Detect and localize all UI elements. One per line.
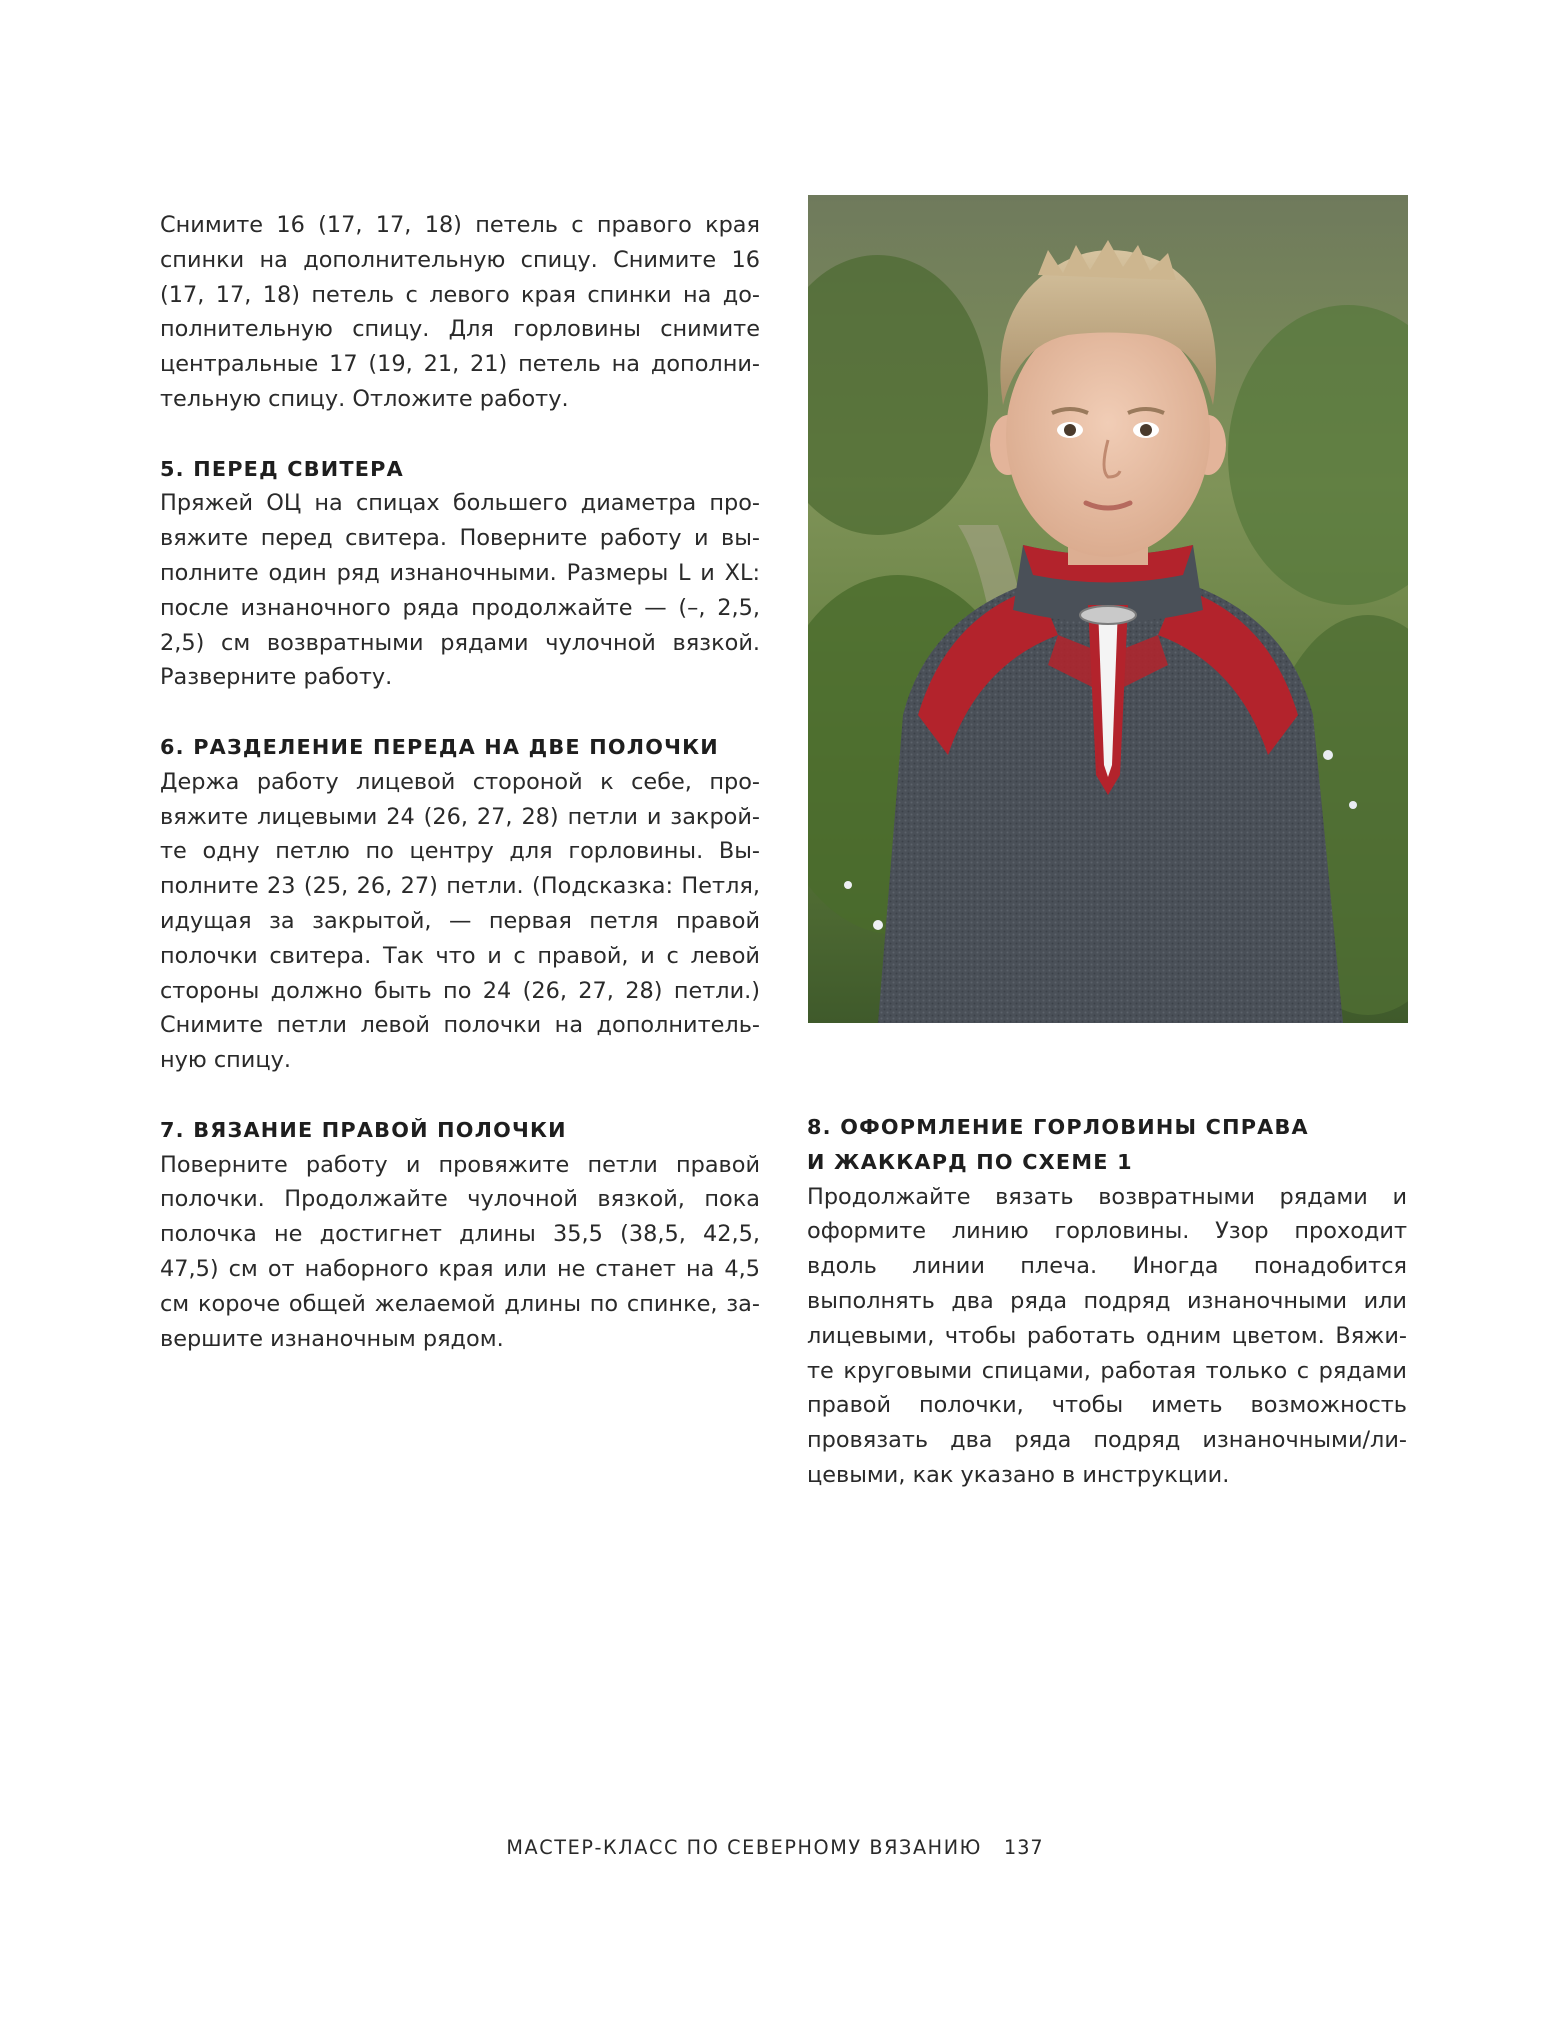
page-number: 137 — [1003, 1836, 1044, 1859]
section-8-body: Продолжайте вязать возвратными рядами и оформите линию горловины. Узор проходит вдоль линии плеча. Иногда понадобится выполнять два ряда подряд изнаночными или лицевыми, чтобы работать одним цветом. Вяжите круговыми спицами, работая только с рядами правой полочки, чтобы иметь возможность провязать два ряда подряд изнаночными/лицевыми, как указано в инструкции. — [807, 1183, 1407, 1488]
page-footer — [0, 1836, 1550, 1859]
section-6-heading: 6. РАЗДЕЛЕНИЕ ПЕРЕДА НА ДВЕ ПОЛОЧКИ — [160, 734, 719, 759]
section-7-heading: 7. ВЯЗАНИЕ ПРАВОЙ ПОЛОЧКИ — [160, 1117, 567, 1142]
section-5-heading: 5. ПЕРЕД СВИТЕРА — [160, 456, 404, 481]
right-column — [807, 1110, 1407, 1493]
section-5-body: Пряжей ОЦ на спицах большего диаметра провяжите перед свитера. Поверните работу и выполните один ряд изнаночными. Размеры L и XL: после изнаночного ряда продолжайте — (–, 2,5, 2,5) см возвратными рядами чулочной вязкой. Разверните работу. — [160, 490, 760, 691]
section-7-body: Поверните работу и провяжите петли правой полочки. Продолжайте чулочной вязкой, пока полочка не достигнет длины 35,5 (38,5, 42,5, 47,5) см от наборного края или не станет на 4,5 см короче общей желаемой длины по спинке, завершите изнаночным рядом. — [160, 1151, 760, 1352]
section-8-heading-line-2: И ЖАККАРД ПО СХЕМЕ 1 — [807, 1149, 1133, 1174]
footer-book-title: МАСТЕР-КЛАСС ПО СЕВЕРНОМУ ВЯЗАНИЮ — [506, 1836, 982, 1859]
left-column — [160, 208, 760, 1356]
intro-paragraph: Снимите 16 (17, 17, 18) петель с правого края спинки на дополнительную спицу. Снимите 16 (17, 17, 18) петель с левого края спинки на дополнительную спицу. Для горловины снимите центральные 17 (19, 21, 21) петель на дополнительную спицу. Отложите работу. — [160, 212, 760, 412]
section-8-heading-line-1: 8. ОФОРМЛЕНИЕ ГОРЛОВИНЫ СПРАВА — [807, 1115, 1309, 1139]
boy-in-sweater-photo — [808, 195, 1408, 1023]
section-6-body: Держа работу лицевой стороной к себе, провяжите лицевыми 24 (26, 27, 28) петли и закройте одну петлю по центру для горловины. Выполните 23 (25, 26, 27) петли. (Подсказка: Петля, идущая за закрытой, — первая петля правой полочки свитера. Так что и с правой, и с левой стороны должно быть по 24 (26, 27, 28) петли.) Снимите петли левой полочки на дополнительную спицу. — [160, 768, 760, 1074]
